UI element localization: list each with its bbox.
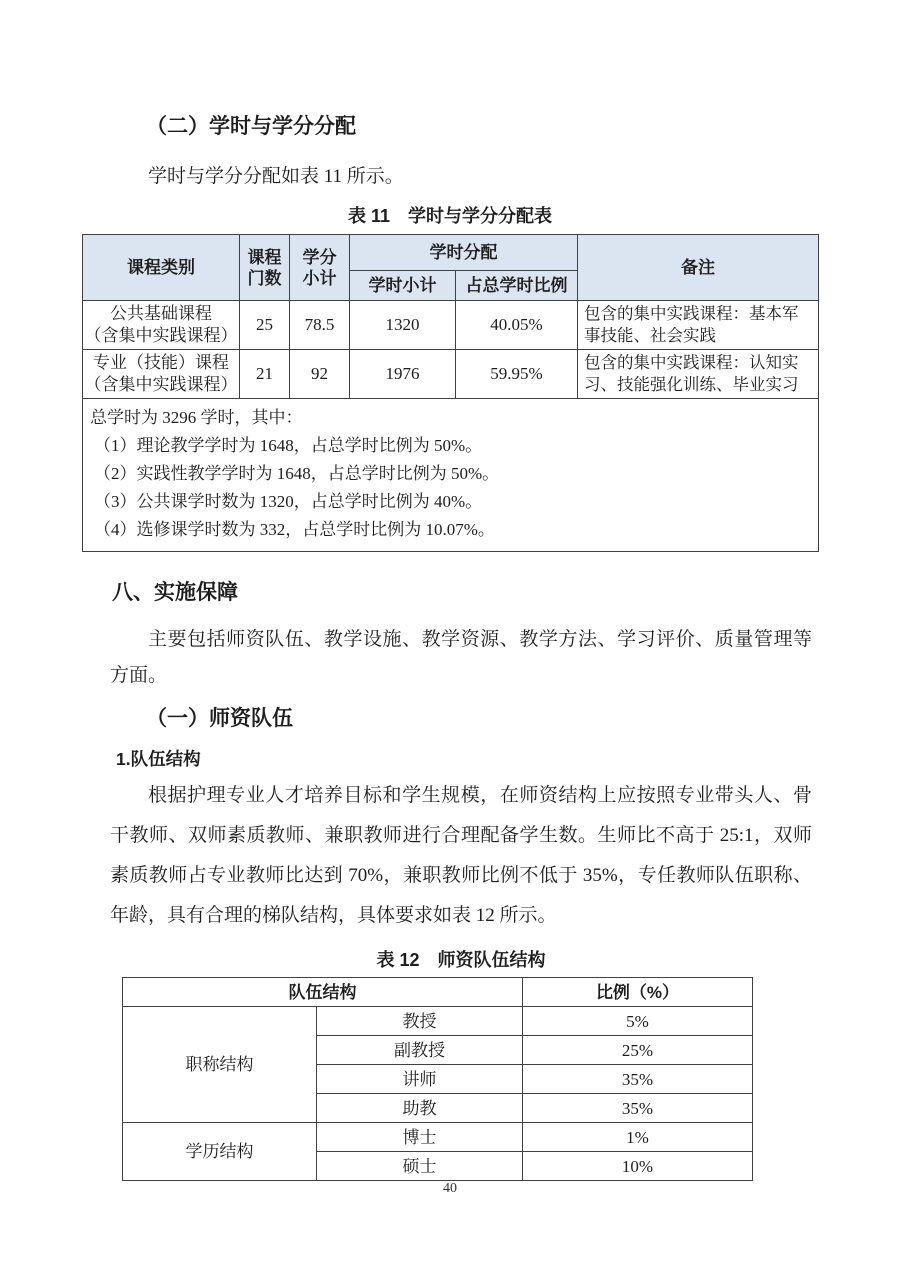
cell-rank-value: 25% — [523, 1036, 753, 1065]
header-cell-ratio: 比例（%） — [523, 978, 753, 1007]
cell-rank-value: 5% — [523, 1007, 753, 1036]
cell-degree-value: 1% — [523, 1123, 753, 1152]
table11-summary-row — [83, 399, 819, 552]
cell-rank-label: 助教 — [317, 1094, 523, 1123]
page-number: 40 — [443, 1181, 457, 1196]
table12-row-doctor — [123, 1123, 753, 1152]
summary-line-practice: （2）实践性教学学时为 1648，占总学时比例为 50%。 — [94, 464, 500, 483]
implementation-paragraph: 主要包括师资队伍、教学设施、教学资源、教学方法、学习评价、质量管理等方面。 — [110, 629, 812, 686]
header-cell-credit-subtotal-label: 学分小计 — [302, 247, 337, 288]
intro-paragraph: 学时与学分分配如表 11 所示。 — [148, 166, 404, 187]
table12-header-row — [123, 978, 753, 1007]
table12-row-professor — [123, 1007, 753, 1036]
cell-credit-subtotal: 92 — [290, 350, 350, 399]
header-cell-team-structure: 队伍结构 — [123, 978, 523, 1007]
section-heading-hours-credits: （二）学时与学分分配 — [146, 115, 356, 138]
cell-hour-percent: 59.95% — [456, 350, 578, 399]
cell-rank-value: 35% — [523, 1094, 753, 1123]
table11-row-public-basic — [83, 301, 819, 350]
header-cell-hour-allocation: 学时分配 — [350, 235, 578, 271]
cell-remark: 包含的集中实践课程：认知实习、技能强化训练、毕业实习 — [578, 350, 819, 399]
header-cell-hour-subtotal: 学时小计 — [350, 271, 456, 301]
header-cell-category: 课程类别 — [83, 235, 240, 301]
cell-category — [83, 301, 240, 350]
cell-degree-value: 10% — [523, 1152, 753, 1181]
cell-group-title-degree: 学历结构 — [123, 1123, 317, 1181]
cell-category-line2: （含集中实践课程） — [84, 326, 238, 345]
cell-rank-label: 副教授 — [317, 1036, 523, 1065]
table12-caption: 表 12 师资队伍结构 — [376, 950, 546, 970]
header-cell-remark: 备注 — [578, 235, 819, 301]
section-heading-implementation: 八、实施保障 — [112, 581, 238, 604]
header-cell-credit-subtotal — [290, 235, 350, 301]
cell-credit-subtotal: 78.5 — [290, 301, 350, 350]
table11-header-row-1 — [83, 235, 819, 271]
summary-line-elective: （4）选修课学时数为 332，占总学时比例为 10.07%。 — [94, 520, 495, 539]
cell-rank-value: 35% — [523, 1065, 753, 1094]
summary-line-public: （3）公共课学时数为 1320，占总学时比例为 40%。 — [94, 492, 483, 511]
cell-group-title-structure: 职称结构 — [123, 1007, 317, 1123]
cell-hour-subtotal: 1976 — [350, 350, 456, 399]
team-structure-paragraph: 根据护理专业人才培养目标和学生规模，在师资结构上应按照专业带头人、骨干教师、双师素质教师、兼职教师进行合理配备学生数。生师比不高于 25:1，双师素质教师占专业教师比达到 70%，兼职教师比例不低于 35%，专任教师队伍职称、年龄，具有合理的梯队结构，具体要求如表 12 所示。 — [110, 785, 812, 926]
table11-summary-cell — [83, 399, 819, 552]
table11-row-professional — [83, 350, 819, 399]
cell-degree-label: 硕士 — [317, 1152, 523, 1181]
table-faculty-structure — [122, 977, 753, 1181]
cell-remark: 包含的集中实践课程：基本军事技能、社会实践 — [578, 301, 819, 350]
section-heading-faculty: （一）师资队伍 — [146, 707, 293, 730]
cell-degree-label: 博士 — [317, 1123, 523, 1152]
item-heading-team-structure: 1.队伍结构 — [116, 749, 201, 769]
cell-rank-label: 教授 — [317, 1007, 523, 1036]
table-hours-credits-allocation — [82, 234, 819, 552]
header-cell-course-count-label: 课程门数 — [247, 247, 282, 288]
header-cell-course-count — [240, 235, 290, 301]
cell-category-line1: 公共基础课程 — [110, 304, 212, 323]
cell-category-line2: （含集中实践课程） — [84, 375, 238, 394]
cell-category-line1: 专业（技能）课程 — [93, 353, 229, 372]
cell-category — [83, 350, 240, 399]
summary-line-theory: （1）理论教学学时为 1648，占总学时比例为 50%。 — [94, 436, 483, 455]
table11-caption: 表 11 学时与学分分配表 — [347, 206, 553, 226]
cell-hour-subtotal: 1320 — [350, 301, 456, 350]
cell-course-count: 21 — [240, 350, 290, 399]
cell-course-count: 25 — [240, 301, 290, 350]
header-cell-hour-percent: 占总学时比例 — [456, 271, 578, 301]
summary-line-total: 总学时为 3296 学时，其中： — [90, 408, 303, 427]
cell-hour-percent: 40.05% — [456, 301, 578, 350]
cell-rank-label: 讲师 — [317, 1065, 523, 1094]
